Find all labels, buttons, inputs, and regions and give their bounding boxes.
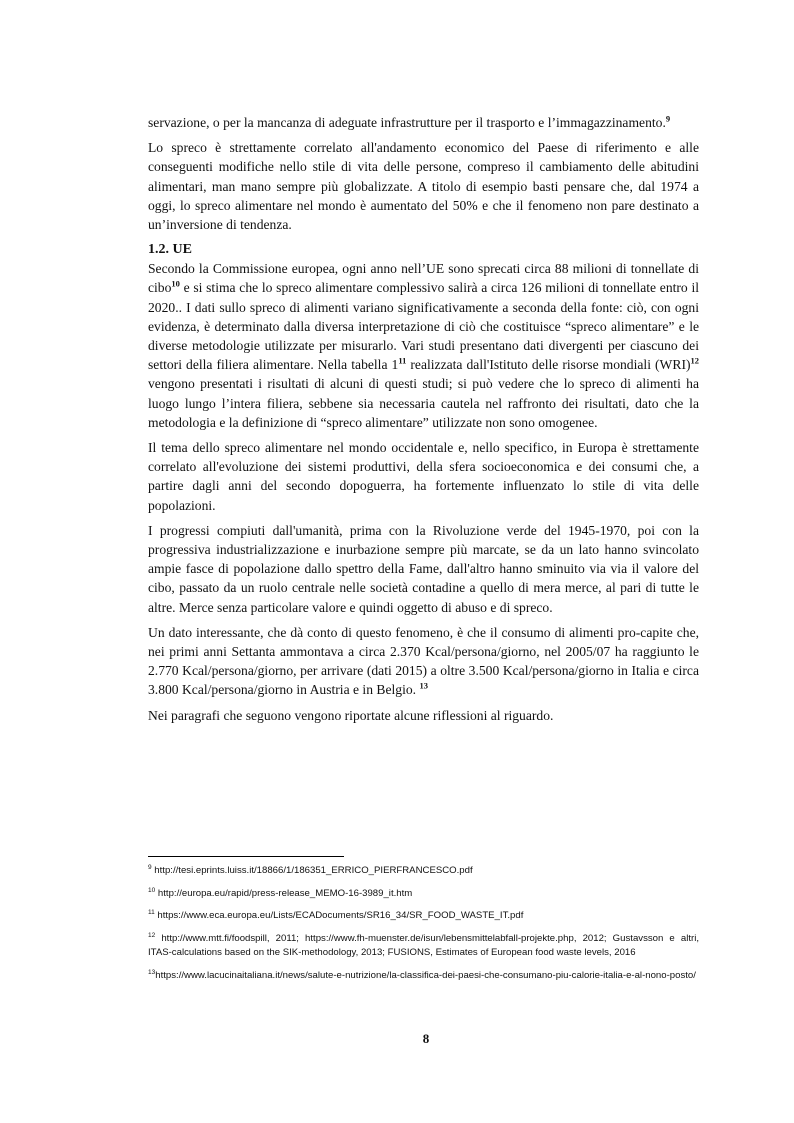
- section-heading: 1.2. UE: [148, 242, 192, 258]
- paragraph-progress: I progressi compiuti dall'umanità, prima con la Rivoluzione verde del 1945-1970, poi con la progressiva industrializzazione e inurbazione sempre più marcate, se da un lato hanno svincolato ampie fasce di popolazione dallo spettro della Fame, dall'altro hanno sminuito via via il valore del cibo, passato da un ruolo centrale nelle società contadine a quello di mera merce, al pari di tutte le altre. Merce senza particolare valore e quindi oggetto di abuso e di spreco.: [148, 522, 699, 615]
- footnote-9[interactable]: $^9$ http://tesi.eprints.luiss.it/18866/1/186351_ERRICO_PIERFRANCESCO.pdf: [148, 863, 473, 876]
- paragraph-waste-economics: Lo spreco è strettamente correlato all'andamento economico del Paese di riferimento e alle conseguenti modifiche nello stile di vita delle persone, compreso il cambiamento delle abitudini alimentari, man mano sempre più globalizzate. A titolo di esempio basti pensare che, dal 1974 a oggi, lo spreco alimentare nel mondo è aumentato del 50% e che il fenomeno non pare destinato a un’inversione di tendenza.: [148, 140, 699, 233]
- footnotes: [148, 864, 699, 991]
- footnote-13[interactable]: $^{13}$https://www.lacucinaitaliana.it/news/salute-e-nutrizione/la-classifica-dei-paesi-che-consumano-piu-calorie-italia-e-al-nono-posto/: [148, 968, 696, 981]
- footnote-11[interactable]: $^{11}$ https://www.eca.europa.eu/Lists/ECADocuments/SR16_34/SR_FOOD_WASTE_IT.pdf: [148, 908, 524, 921]
- paragraph-eu-data: Secondo la Commissione europea, ogni anno nell’UE sono sprecati circa 88 milioni di tonnellate di cibo$^{10}$ e si stima che lo spreco alimentare complessivo salirà a circa 126 milioni di tonnellate entro il 2020.. I dati sullo spreco di alimenti variano significativamente a seconda della fonte: ciò, con ogni evidenza, è determinato dalla diversa interpretazione di ciò che costituisce “spreco alimentare” e le diverse metodologie utilizzate per misurarlo. Vari studi presentano dati divergenti per ciascuno dei settori della filiera alimentare. Nella tabella $1^{11}$ realizzata dall'Istituto delle risorse mondiali (WRI)$^{12}$ vengono presentati i risultati di alcuni di questi studi; si può vedere che lo spreco di alimenti ha luogo lungo l’intera filiera, sebbene sia necessaria cautela nel raffronto dei risultati, dato che la metodologia e la definizione di “spreco alimentare” utilizzate non sono omogenee.: [148, 261, 699, 430]
- paragraph-closing: Nei paragrafi che seguono vengono riportate alcune riflessioni al riguardo.: [148, 707, 554, 723]
- footnote-ref-12[interactable]: 12: [690, 355, 699, 366]
- footnote-ref-9[interactable]: 9: [665, 113, 671, 124]
- page-body: [148, 113, 699, 731]
- footnote-12[interactable]: $^{12}$ http://www.mtt.fi/foodspill, 2011; https://www.fh-muenster.de/isun/lebensmittelabfall-projekte.php, 2012; Gustavsson e altri, ITAS-calculations based on the SIK-methodology, 2013; FUSIONS, Estimates of European food waste levels, 2016: [148, 931, 699, 958]
- footnote-divider: [148, 856, 344, 857]
- footnote-ref-11[interactable]: 11: [398, 355, 407, 366]
- paragraph-western-world: Il tema dello spreco alimentare nel mondo occidentale e, nello specifico, in Europa è strettamente correlato all'evoluzione dei sistemi produttivi, della sfera socioeconomica e dei consumi che, a partire dagli anni del secondo dopoguerra, ha fortemente influenzato lo stile di vita delle popolazioni.: [148, 440, 699, 513]
- footnote-ref-10[interactable]: 10: [171, 278, 180, 289]
- paragraph-continuation: servazione, o per la mancanza di adeguate infrastrutture per il trasporto e l’immagazzinamento.$^9$: [148, 113, 671, 130]
- paragraph-consumption: Un dato interessante, che dà conto di questo fenomeno, è che il consumo di alimenti pro-capite che, nei primi anni Settanta ammontava a circa 2.370 Kcal/persona/giorno, nel 2005/07 ha raggiunto le 2.770 Kcal/persona/giorno, per arrivare (dati 2015) a oltre 3.500 Kcal/persona/giorno in Italia e circa 3.800 Kcal/persona/giorno in Austria e in Belgio. $^{13}$: [148, 624, 699, 698]
- footnote-ref-13[interactable]: 13: [419, 680, 428, 691]
- page-number: 8: [422, 1031, 430, 1046]
- footnote-10[interactable]: $^{10}$ http://europa.eu/rapid/press-release_MEMO-16-3989_it.htm: [148, 886, 413, 899]
